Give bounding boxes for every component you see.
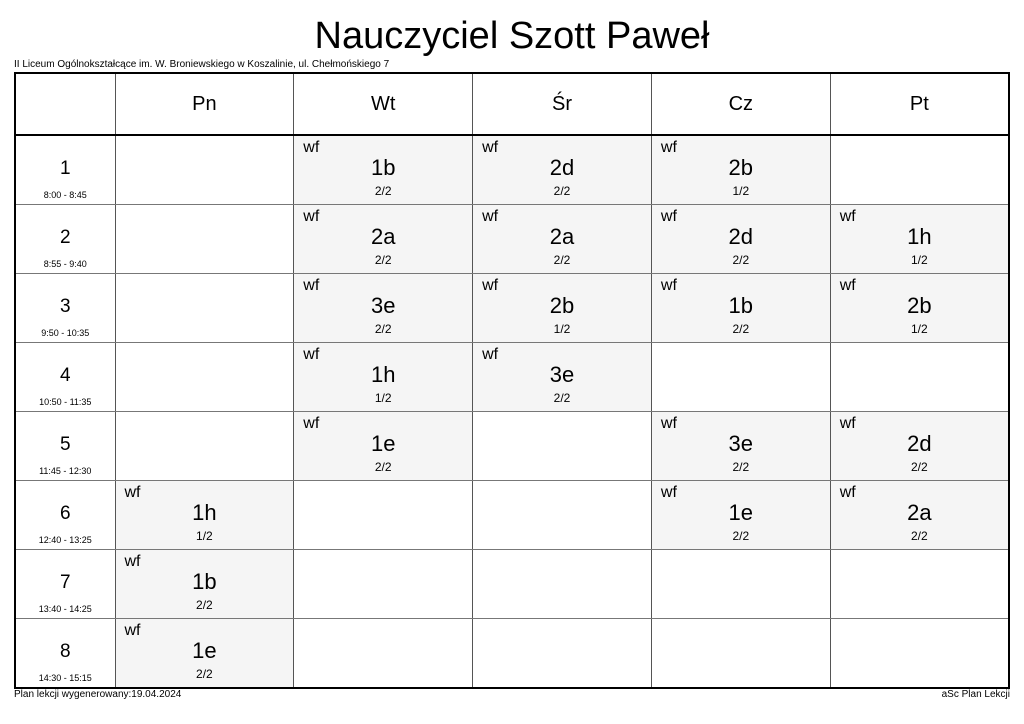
lesson-class: 1h [907, 224, 932, 249]
lesson-class: 1h [370, 362, 396, 387]
lesson-subject: wf [303, 139, 320, 156]
period-row [15, 481, 1009, 550]
lesson-cell[interactable] [294, 274, 473, 343]
lesson-group: 2/2 [553, 253, 571, 267]
lesson-class: 1b [370, 155, 396, 180]
lesson-class: 3e [370, 293, 396, 318]
lesson-cell[interactable] [115, 481, 294, 550]
lesson-cell[interactable] [651, 481, 830, 550]
lesson-subject: wf [124, 553, 141, 570]
empty-cell [115, 412, 294, 481]
period-header [15, 274, 115, 343]
lesson-group: 2/2 [553, 391, 571, 405]
lesson-cell[interactable] [473, 274, 652, 343]
lesson-subject: wf [124, 622, 141, 639]
lesson-class: 2d [907, 431, 932, 456]
lesson-cell[interactable] [830, 205, 1009, 274]
lesson-cell[interactable] [473, 343, 652, 412]
period-time: 12:40 - 13:25 [38, 535, 92, 545]
empty-cell [651, 619, 830, 689]
lesson-cell[interactable] [651, 205, 830, 274]
empty-cell [294, 619, 473, 689]
lesson-subject: wf [839, 208, 856, 225]
lesson-class: 2b [549, 293, 575, 318]
empty-cell [473, 412, 652, 481]
lesson-subject: wf [660, 277, 677, 294]
lesson-class: 1h [192, 500, 217, 525]
school-name: II Liceum Ogólnokształcące im. W. Broniewskiego w Koszalinie, ul. Chełmońskiego 7 [14, 59, 390, 70]
lesson-class: 2b [907, 293, 932, 318]
period-row [15, 274, 1009, 343]
lesson-cell[interactable] [294, 412, 473, 481]
lesson-group: 1/2 [374, 391, 392, 405]
lesson-subject: wf [303, 415, 320, 432]
lesson-class: 2a [370, 224, 396, 249]
period-header [15, 481, 115, 550]
lesson-subject: wf [303, 346, 320, 363]
lesson-group: 2/2 [374, 322, 392, 336]
empty-cell [473, 550, 652, 619]
lesson-group: 2/2 [911, 529, 928, 543]
day-header: Wt [294, 73, 473, 135]
page-title: Nauczyciel Szott Paweł [314, 15, 710, 57]
lesson-cell[interactable] [294, 343, 473, 412]
lesson-subject: wf [839, 415, 856, 432]
app-credit: aSc Plan Lekcji [941, 689, 1010, 700]
empty-cell [651, 550, 830, 619]
corner-cell [15, 73, 115, 135]
day-header: Śr [473, 73, 652, 135]
lesson-subject: wf [303, 277, 320, 294]
lesson-group: 2/2 [374, 184, 392, 198]
lesson-class: 3e [549, 362, 575, 387]
lesson-cell[interactable] [294, 205, 473, 274]
lesson-cell[interactable] [294, 135, 473, 205]
lesson-subject: wf [660, 139, 677, 156]
lesson-group: 2/2 [732, 253, 750, 267]
lesson-class: 2a [549, 224, 575, 249]
period-header [15, 343, 115, 412]
period-header [15, 412, 115, 481]
period-row [15, 619, 1009, 689]
empty-cell [473, 619, 652, 689]
lesson-cell[interactable] [651, 274, 830, 343]
lesson-cell[interactable] [830, 412, 1009, 481]
period-time: 10:50 - 11:35 [39, 397, 92, 407]
period-row [15, 205, 1009, 274]
period-number: 5 [59, 434, 71, 455]
empty-cell [651, 343, 830, 412]
lesson-cell[interactable] [115, 550, 294, 619]
lesson-class: 1b [728, 293, 754, 318]
day-header: Cz [651, 73, 830, 135]
empty-cell [115, 205, 294, 274]
empty-cell [115, 274, 294, 343]
lesson-class: 2a [907, 500, 932, 525]
period-time: 13:40 - 14:25 [38, 604, 92, 614]
lesson-subject: wf [660, 484, 677, 501]
lesson-subject: wf [482, 346, 499, 363]
period-row [15, 135, 1009, 205]
period-row [15, 343, 1009, 412]
period-time: 8:55 - 9:40 [43, 259, 87, 269]
lesson-cell[interactable] [473, 135, 652, 205]
lesson-group: 2/2 [732, 322, 750, 336]
period-number: 1 [59, 158, 71, 179]
lesson-cell[interactable] [473, 205, 652, 274]
empty-cell [830, 619, 1009, 689]
lesson-class: 1b [192, 569, 217, 594]
period-number: 3 [59, 296, 71, 317]
period-header [15, 205, 115, 274]
period-time: 9:50 - 10:35 [41, 328, 90, 338]
lesson-subject: wf [482, 208, 499, 225]
lesson-subject: wf [482, 277, 499, 294]
lesson-subject: wf [839, 484, 856, 501]
period-time: 14:30 - 15:15 [38, 673, 92, 683]
lesson-cell[interactable] [830, 481, 1009, 550]
lesson-subject: wf [839, 277, 856, 294]
empty-cell [115, 343, 294, 412]
lesson-class: 1e [370, 431, 396, 456]
empty-cell [830, 135, 1009, 205]
day-header-row [15, 73, 1009, 135]
lesson-class: 1e [728, 500, 754, 525]
lesson-group: 1/2 [911, 322, 928, 336]
lesson-group: 2/2 [374, 253, 392, 267]
period-number: 4 [59, 365, 71, 386]
lesson-cell[interactable] [651, 135, 830, 205]
lesson-group: 1/2 [732, 184, 750, 198]
period-header [15, 135, 115, 205]
lesson-subject: wf [660, 415, 677, 432]
lesson-group: 1/2 [911, 253, 928, 267]
day-header: Pn [115, 73, 294, 135]
lesson-class: 1e [192, 638, 217, 663]
lesson-subject: wf [124, 484, 141, 501]
lesson-group: 2/2 [196, 598, 213, 612]
lesson-subject: wf [660, 208, 677, 225]
lesson-class: 2b [728, 155, 754, 180]
empty-cell [473, 481, 652, 550]
empty-cell [115, 135, 294, 205]
lesson-group: 2/2 [732, 529, 750, 543]
day-header: Pt [830, 73, 1009, 135]
lesson-group: 1/2 [553, 322, 571, 336]
period-time: 11:45 - 12:30 [39, 466, 92, 476]
lesson-subject: wf [482, 139, 499, 156]
lesson-group: 2/2 [911, 460, 928, 474]
timetable [14, 72, 1010, 689]
empty-cell [294, 481, 473, 550]
lesson-group: 2/2 [553, 184, 571, 198]
generated-date: Plan lekcji wygenerowany:19.04.2024 [14, 689, 182, 700]
lesson-class: 2d [728, 224, 754, 249]
period-row [15, 550, 1009, 619]
lesson-group: 1/2 [196, 529, 213, 543]
lesson-group: 2/2 [374, 460, 392, 474]
lesson-class: 3e [728, 431, 754, 456]
lesson-cell[interactable] [115, 619, 294, 689]
lesson-group: 2/2 [196, 667, 213, 681]
empty-cell [830, 343, 1009, 412]
period-header [15, 550, 115, 619]
lesson-group: 2/2 [732, 460, 750, 474]
period-row [15, 412, 1009, 481]
period-number: 7 [59, 572, 71, 593]
period-number: 8 [59, 641, 71, 662]
period-header [15, 619, 115, 689]
lesson-class: 2d [549, 155, 575, 180]
lesson-cell[interactable] [651, 412, 830, 481]
lesson-cell[interactable] [830, 274, 1009, 343]
period-number: 6 [59, 503, 71, 524]
lesson-subject: wf [303, 208, 320, 225]
period-time: 8:00 - 8:45 [43, 190, 87, 200]
empty-cell [830, 550, 1009, 619]
empty-cell [294, 550, 473, 619]
period-number: 2 [59, 227, 71, 248]
